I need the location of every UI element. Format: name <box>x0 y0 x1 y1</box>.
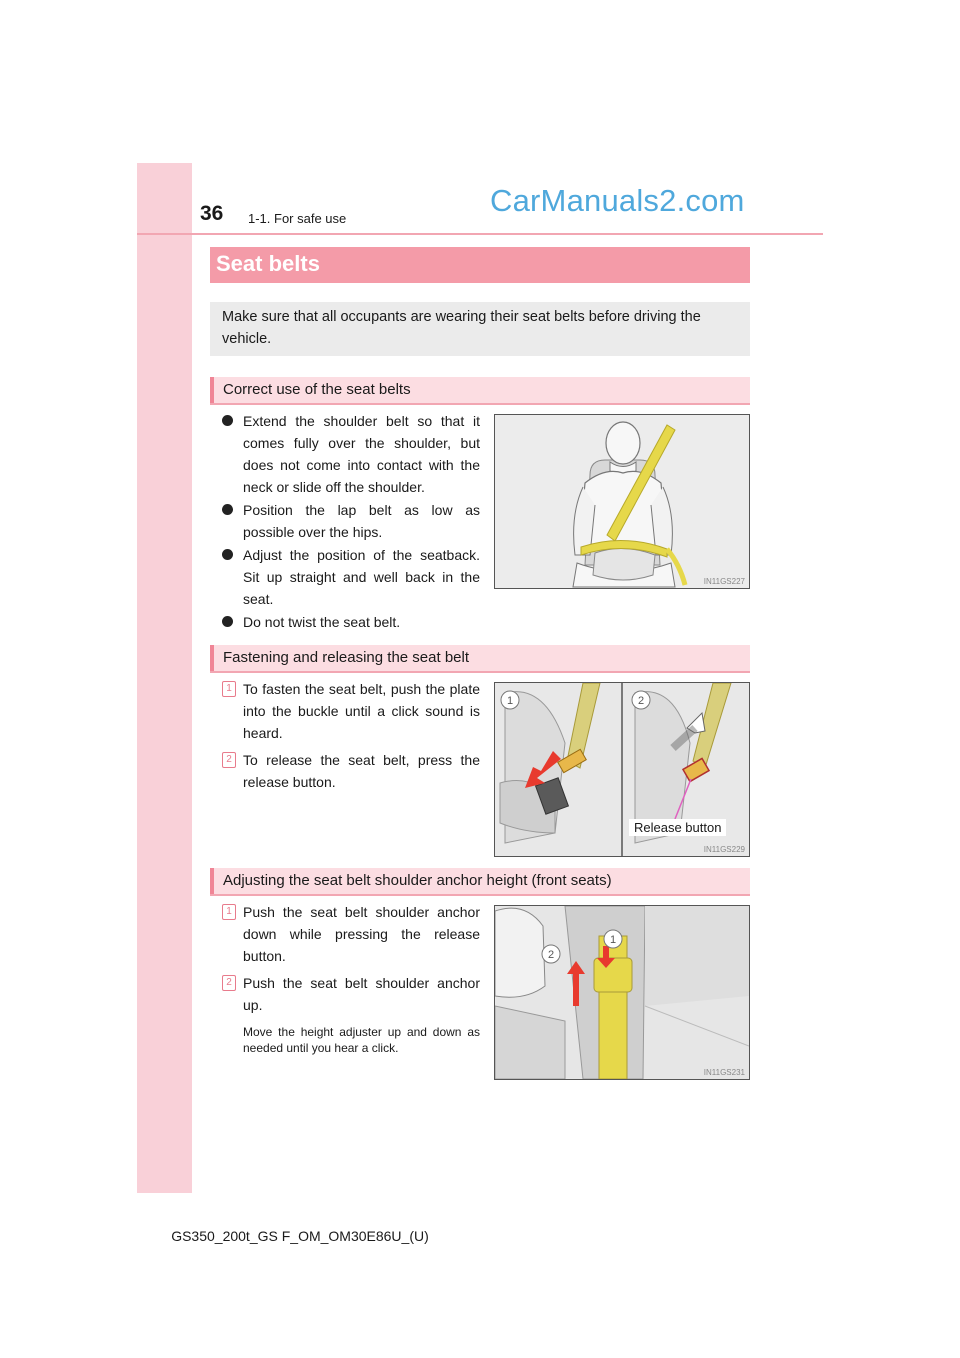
section-heading-text: Correct use of the seat belts <box>223 381 411 398</box>
figure-shoulder-anchor <box>494 905 750 1080</box>
page-title-bar <box>210 247 750 283</box>
figure-code: IN11GS227 <box>703 577 745 586</box>
intro-text: Make sure that all occupants are wearing their seat belts before driving the vehicle. <box>222 309 701 347</box>
watermark-logo: CarManuals2.com <box>490 183 745 218</box>
correct-use-bullets <box>222 410 480 634</box>
adjusting-steps <box>222 901 480 1056</box>
list-item: Do not twist the seat belt. <box>222 611 480 633</box>
page-number: 36 <box>200 202 224 225</box>
figure-label-2: 2 <box>547 949 555 961</box>
section-heading-adjusting <box>210 868 750 896</box>
figure-buckle <box>494 682 750 857</box>
section-heading-fastening <box>210 645 750 673</box>
adjusting-note: Move the height adjuster up and down as needed until you hear a click. <box>243 1025 480 1055</box>
page-title: Seat belts <box>216 251 320 276</box>
list-item: Position the lap belt as low as possible over the hips. <box>222 499 480 543</box>
section-heading-text: Adjusting the seat belt shoulder anchor height (front seats) <box>223 872 612 889</box>
section-heading-text: Fastening and releasing the seat belt <box>223 649 469 666</box>
figure-label-1: 1 <box>506 695 514 707</box>
step-number-icon: 1 <box>222 681 236 697</box>
footer-doc-code: GS350_200t_GS F_OM_OM30E86U_(U) <box>171 1228 429 1244</box>
step-item: 2 To release the seat belt, press the release button. <box>222 749 480 793</box>
bullet-icon <box>222 504 233 515</box>
bullet-icon <box>222 549 233 560</box>
step-item: 1 To fasten the seat belt, push the plate into the buckle until a click sound is heard. <box>222 678 480 744</box>
header-rule <box>137 233 823 235</box>
section-heading-correct-use <box>210 377 750 405</box>
step-item: 2 Push the seat belt shoulder anchor up. <box>222 972 480 1016</box>
list-item: Extend the shoulder belt so that it comes fully over the shoulder, but does not come into contact with the neck or slide off the shoulder. <box>222 410 480 498</box>
figure-label-1: 1 <box>609 934 617 946</box>
list-item: Adjust the position of the seatback. Sit up straight and well back in the seat. <box>222 544 480 610</box>
release-button-callout: Release button <box>629 819 726 836</box>
fastening-steps <box>222 678 480 793</box>
section-reference: 1-1. For safe use <box>248 211 347 226</box>
bullet-icon <box>222 415 233 426</box>
step-number-icon: 1 <box>222 904 236 920</box>
intro-box <box>210 302 750 356</box>
figure-code: IN11GS231 <box>703 1068 745 1077</box>
figure-label-2: 2 <box>637 695 645 707</box>
step-item: 1 Push the seat belt shoulder anchor down while pressing the release button. <box>222 901 480 967</box>
figure-code: IN11GS229 <box>703 845 745 854</box>
figure-correct-seat-belt <box>494 414 750 589</box>
shoulder-anchor-illustration <box>495 906 749 1079</box>
step-number-icon: 2 <box>222 975 236 991</box>
bullet-icon <box>222 616 233 627</box>
seated-person-illustration <box>495 415 749 588</box>
step-number-icon: 2 <box>222 752 236 768</box>
page-sidebar-strip <box>137 163 192 1193</box>
